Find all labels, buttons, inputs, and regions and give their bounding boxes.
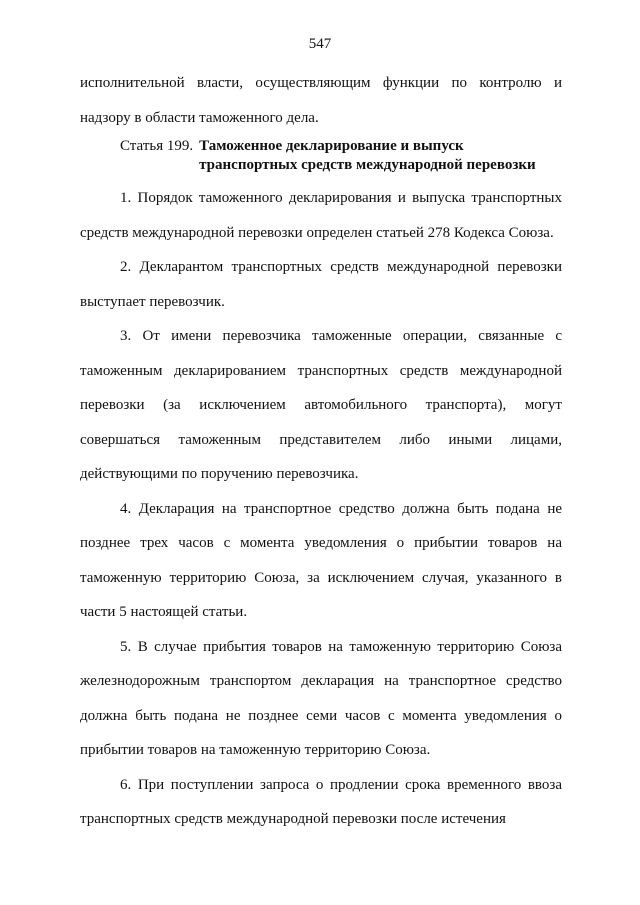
article-title: Таможенное декларирование и выпуск транспортных средств международной перевозки: [199, 138, 536, 173]
document-body: [80, 66, 562, 837]
article-heading: [120, 137, 562, 175]
paragraph-6: 6. При поступлении запроса о продлении срока временного ввоза транспортных средств международной перевозки после истечения: [80, 776, 562, 827]
paragraph-2: 2. Декларантом транспортных средств международной перевозки выступает перевозчик.: [80, 259, 562, 310]
page-number: 547: [308, 36, 332, 52]
article-number: Статья 199.: [120, 138, 194, 154]
intro-paragraph: исполнительной власти, осуществляющим функции по контролю и надзору в области таможенного дела.: [80, 75, 562, 126]
paragraph-1: 1. Порядок таможенного декларирования и выпуска транспортных средств международной перевозки определен статьей 278 Кодекса Союза.: [80, 190, 562, 241]
paragraph-5: 5. В случае прибытия товаров на таможенную территорию Союза железнодорожным транспортом декларация на транспортное средство должна быть подана не позднее семи часов с момента уведомления о прибытии товаров на таможенную территорию Союза.: [80, 638, 562, 758]
paragraph-4: 4. Декларация на транспортное средство должна быть подана не позднее трех часов с момента уведомления о прибытии товаров на таможенную территорию Союза, за исключением случая, указанного в части 5 настоящей статьи.: [80, 500, 562, 620]
paragraph-3: 3. От имени перевозчика таможенные операции, связанные с таможенным декларированием транспортных средств международной перевозки (за исключением автомобильного транспорта), могут совершаться таможенным представителем либо иными лицами, действующими по поручению перевозчика.: [80, 328, 562, 482]
